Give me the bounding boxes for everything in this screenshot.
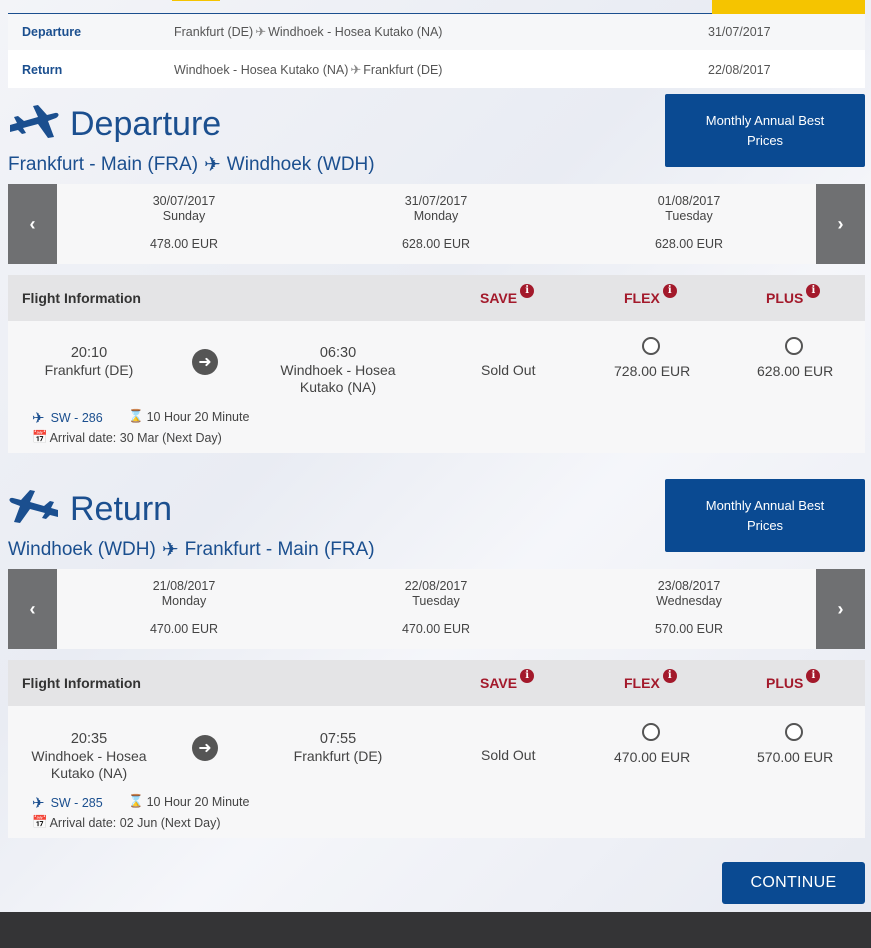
monthly-best-prices-button[interactable]: Monthly Annual Best Prices	[665, 479, 865, 552]
flex-fare-price: 470.00 EUR	[614, 749, 691, 765]
flight-duration	[128, 794, 249, 809]
arrival-date	[32, 430, 222, 445]
date-price: 570.00 EUR	[654, 622, 724, 636]
route-from: Windhoek (WDH)	[8, 538, 156, 560]
plane-icon: ✈	[255, 24, 267, 39]
info-icon[interactable]: i	[806, 284, 820, 298]
summary-label: Departure	[22, 25, 82, 39]
flight-number[interactable]	[32, 794, 103, 812]
dep-place: Windhoek - Hosea Kutako (NA)	[31, 748, 147, 781]
arrival-date	[32, 815, 220, 830]
section-heading: Departure	[70, 104, 222, 143]
date-option[interactable]	[336, 579, 536, 637]
summary-route	[174, 62, 442, 78]
departure-date-strip	[8, 184, 865, 264]
day-name: Sunday	[162, 209, 206, 223]
duration-label: 10 Hour 20 Minute	[146, 409, 250, 424]
flight-row	[8, 706, 865, 838]
arrival-time-block	[248, 731, 428, 765]
flight-info-title: Flight Information	[22, 290, 141, 306]
date-value: 01/08/2017	[657, 194, 721, 208]
chevron-left-icon: ‹	[29, 598, 36, 619]
info-icon[interactable]: i	[806, 669, 820, 683]
save-fare-status: Sold Out	[481, 362, 536, 378]
fare-plus-header	[766, 285, 820, 306]
dep-place: Frankfurt (DE)	[44, 362, 134, 378]
chevron-right-icon: ›	[837, 598, 844, 619]
arr-time: 07:55	[319, 731, 357, 747]
flight-duration	[128, 409, 249, 424]
duration-label: 10 Hour 20 Minute	[146, 794, 250, 809]
flight-number[interactable]	[32, 409, 103, 427]
day-name: Tuesday	[412, 594, 460, 608]
arrival-label: Arrival date: 30 Mar (Next Day)	[49, 430, 222, 445]
departure-time-block	[28, 731, 150, 782]
fare-label: PLUS	[766, 675, 804, 691]
monthly-best-prices-button[interactable]: Monthly Annual Best Prices	[665, 94, 865, 167]
date-option[interactable]	[84, 579, 284, 637]
route-from: Frankfurt - Main (FRA)	[8, 153, 199, 175]
footer-bar	[0, 912, 871, 948]
plus-fare-price: 570.00 EUR	[757, 749, 834, 765]
date-price: 478.00 EUR	[149, 237, 219, 251]
fare-save-header	[480, 285, 534, 306]
plus-fare-price: 628.00 EUR	[757, 363, 834, 379]
return-date-strip	[8, 569, 865, 649]
route-to: Frankfurt - Main (FRA)	[184, 538, 375, 560]
next-date-button[interactable]	[816, 569, 865, 649]
date-option[interactable]	[589, 194, 789, 252]
flex-fare-radio[interactable]	[642, 723, 660, 741]
header-accent-line	[172, 0, 220, 1]
flight-row	[8, 321, 865, 453]
dep-time: 20:35	[70, 731, 108, 747]
calendar-icon: 📅	[32, 430, 48, 444]
date-value: 21/08/2017	[152, 579, 216, 593]
chevron-left-icon: ‹	[29, 213, 36, 234]
arrow-right-icon: ➜	[192, 349, 218, 375]
route-to: Windhoek (WDH)	[226, 153, 375, 175]
plane-icon: ✈	[204, 154, 221, 176]
summary-row-return	[8, 51, 865, 88]
prev-date-button[interactable]	[8, 569, 57, 649]
arr-place: Windhoek - Hosea Kutako (NA)	[280, 362, 396, 395]
dep-time: 20:10	[70, 345, 108, 361]
chevron-right-icon: ›	[837, 213, 844, 234]
fare-label: FLEX	[624, 675, 660, 691]
arrival-time-block	[248, 345, 428, 396]
plane-icon: ✈	[350, 61, 362, 77]
flight-info-title: Flight Information	[22, 675, 141, 691]
calendar-icon: 📅	[32, 815, 48, 829]
plane-icon: ✈	[161, 539, 179, 561]
departure-time-block	[28, 345, 150, 379]
hourglass-icon: ⌛	[128, 409, 144, 423]
day-name: Wednesday	[656, 594, 722, 608]
summary-route	[174, 24, 442, 40]
plane-icon	[8, 489, 60, 529]
date-value: 22/08/2017	[404, 579, 468, 593]
return-title	[8, 489, 172, 529]
next-date-button[interactable]	[816, 184, 865, 264]
fare-plus-header	[766, 670, 820, 691]
return-route	[8, 537, 375, 562]
departure-route	[8, 152, 375, 177]
header-accent-bar	[712, 0, 865, 14]
date-price: 628.00 EUR	[401, 237, 471, 251]
fare-label: FLEX	[624, 290, 660, 306]
date-value: 23/08/2017	[657, 579, 721, 593]
day-name: Monday	[413, 209, 459, 223]
fare-label: SAVE	[480, 290, 518, 306]
summary-from: Frankfurt (DE)	[174, 25, 254, 39]
day-name: Monday	[161, 594, 207, 608]
flight-info-header	[8, 275, 865, 321]
date-price: 470.00 EUR	[401, 622, 471, 636]
day-name: Tuesday	[665, 209, 713, 223]
continue-button[interactable]: CONTINUE	[722, 862, 865, 904]
plane-icon	[8, 104, 60, 144]
info-icon[interactable]: i	[663, 284, 677, 298]
hourglass-icon: ⌛	[128, 794, 144, 808]
arrow-right-icon: ➜	[192, 735, 218, 761]
date-price: 470.00 EUR	[149, 622, 219, 636]
flight-info-header	[8, 660, 865, 706]
save-fare-status: Sold Out	[481, 747, 536, 763]
info-icon[interactable]: i	[520, 669, 534, 683]
summary-row-departure	[8, 14, 865, 51]
date-price: 628.00 EUR	[654, 237, 724, 251]
flex-fare-radio[interactable]	[642, 337, 660, 355]
date-option[interactable]	[84, 194, 284, 252]
summary-date: 31/07/2017	[708, 25, 771, 39]
arrival-label: Arrival date: 02 Jun (Next Day)	[49, 815, 221, 830]
summary-to: Windhoek - Hosea Kutako (NA)	[268, 25, 443, 39]
flight-number-label: SW - 286	[50, 411, 103, 425]
summary-date: 22/08/2017	[708, 62, 771, 77]
summary-to: Frankfurt (DE)	[363, 62, 443, 77]
date-option[interactable]	[589, 579, 789, 637]
date-value: 30/07/2017	[152, 194, 216, 208]
date-value: 31/07/2017	[404, 194, 468, 208]
departure-title	[8, 104, 221, 144]
info-icon[interactable]: i	[520, 284, 534, 298]
summary-from: Windhoek - Hosea Kutako (NA)	[174, 62, 349, 77]
plus-fare-radio[interactable]	[785, 723, 803, 741]
fare-flex-header	[624, 285, 677, 306]
fare-label: PLUS	[766, 290, 804, 306]
flight-number-label: SW - 285	[50, 796, 103, 810]
plus-fare-radio[interactable]	[785, 337, 803, 355]
fare-flex-header	[624, 670, 677, 691]
plane-icon: ✈	[32, 410, 45, 427]
fare-label: SAVE	[480, 675, 518, 691]
arr-place: Frankfurt (DE)	[293, 748, 383, 764]
summary-label: Return	[22, 62, 63, 77]
info-icon[interactable]: i	[663, 669, 677, 683]
flex-fare-price: 728.00 EUR	[614, 363, 691, 379]
section-heading: Return	[70, 489, 173, 528]
plane-icon: ✈	[32, 795, 45, 812]
arr-time: 06:30	[319, 345, 357, 361]
prev-date-button[interactable]	[8, 184, 57, 264]
date-option[interactable]	[336, 194, 536, 252]
fare-save-header	[480, 670, 534, 691]
